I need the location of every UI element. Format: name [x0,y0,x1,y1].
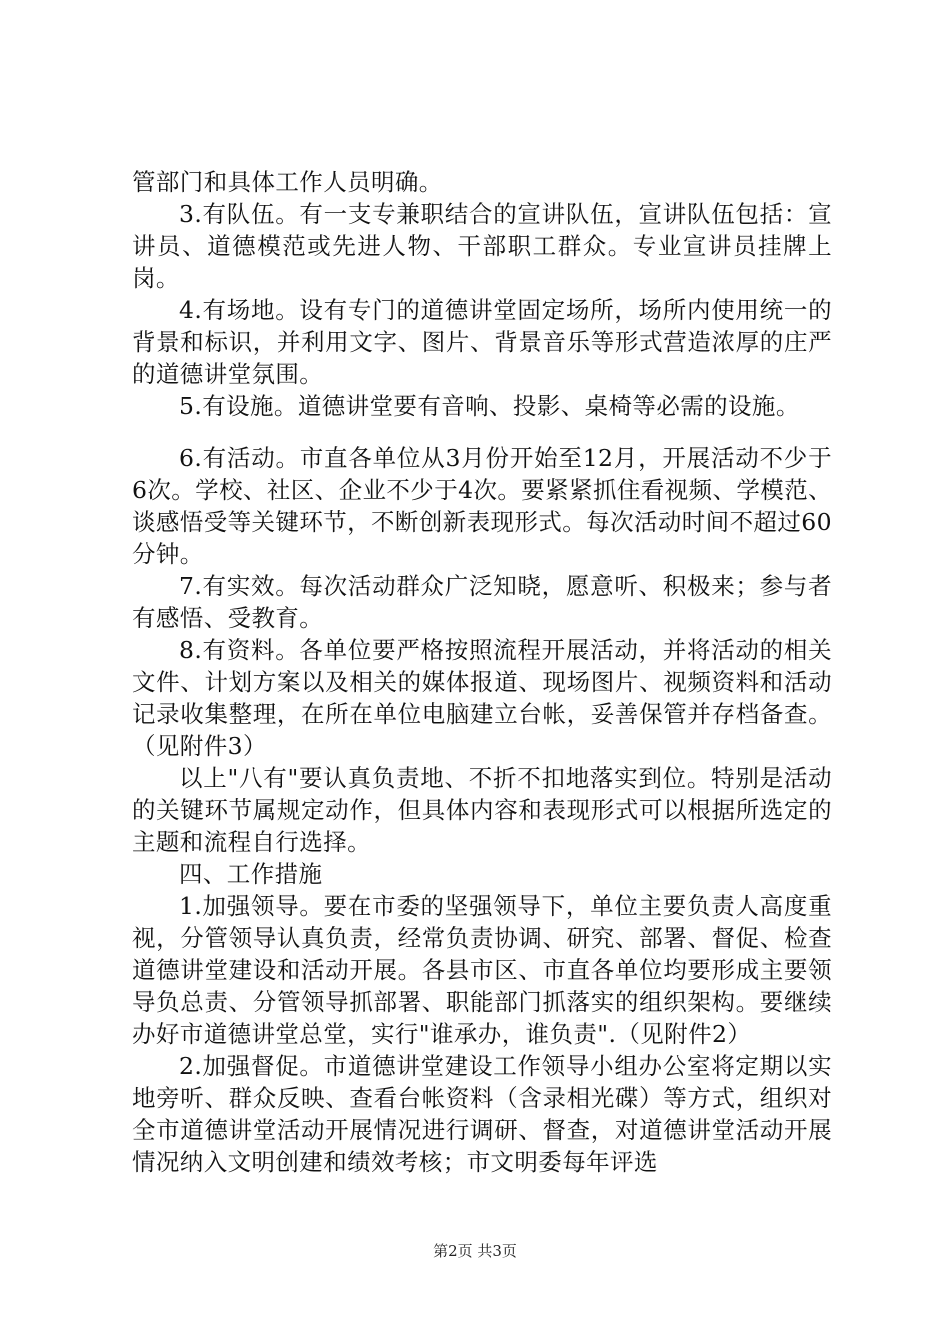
paragraph-measure-2: 2.加强督促。市道德讲堂建设工作领导小组办公室将定期以实地旁听、群众反映、查看台帐资料（含录相光碟）等方式，组织对全市道德讲堂活动开展情况进行调研、督查，对道德讲堂活动开展情况纳入文明创建和绩效考核；市文明委每年评选 [132,1052,832,1176]
page-footer [0,1240,950,1261]
paragraph-item-3: 3.有队伍。有一支专兼职结合的宣讲队伍，宣讲队伍包括：宣讲员、道德模范或先进人物、干部职工群众。专业宣讲员挂牌上岗。 [132,200,832,292]
paragraph-item-4: 4.有场地。设有专门的道德讲堂固定场所，场所内使用统一的背景和标识，并利用文字、图片、背景音乐等形式营造浓厚的庄严的道德讲堂氛围。 [132,296,832,388]
paragraph-item-8: 8.有资料。各单位要严格按照流程开展活动，并将活动的相关文件、计划方案以及相关的媒体报道、现场图片、视频资料和活动记录收集整理，在所在单位电脑建立台帐，妥善保管并存档备查。（见附件3） [132,636,832,760]
page-number-label: 第2页 共3页 [433,1242,517,1260]
section-heading-measures: 四、工作措施 [179,860,323,888]
paragraph-item-7: 7.有实效。每次活动群众广泛知晓，愿意听、积极来；参与者有感悟、受教育。 [132,572,832,632]
document-body [132,166,832,1178]
paragraph-item-5: 5.有设施。道德讲堂要有音响、投影、桌椅等必需的设施。 [179,392,800,420]
paragraph-0: 管部门和具体工作人员明确。 [132,168,443,196]
paragraph-summary: 以上"八有"要认真负责地、不折不扣地落实到位。特别是活动的关键环节属规定动作，但具体内容和表现形式可以根据所选定的主题和流程自行选择。 [132,764,832,856]
paragraph-item-6: 6.有活动。市直各单位从3月份开始至12月，开展活动不少于6次。学校、社区、企业不少于4次。要紧紧抓住看视频、学模范、谈感悟受等关键环节，不断创新表现形式。每次活动时间不超过60分钟。 [132,444,832,568]
paragraph-measure-1: 1.加强领导。要在市委的坚强领导下，单位主要负责人高度重视，分管领导认真负责，经常负责协调、研究、部署、督促、检查道德讲堂建设和活动开展。各县市区、市直各单位均要形成主要领导负总责、分管领导抓部署、职能部门抓落实的组织架构。要继续办好市道德讲堂总堂，实行"谁承办，谁负责".（见附件2） [132,892,832,1048]
